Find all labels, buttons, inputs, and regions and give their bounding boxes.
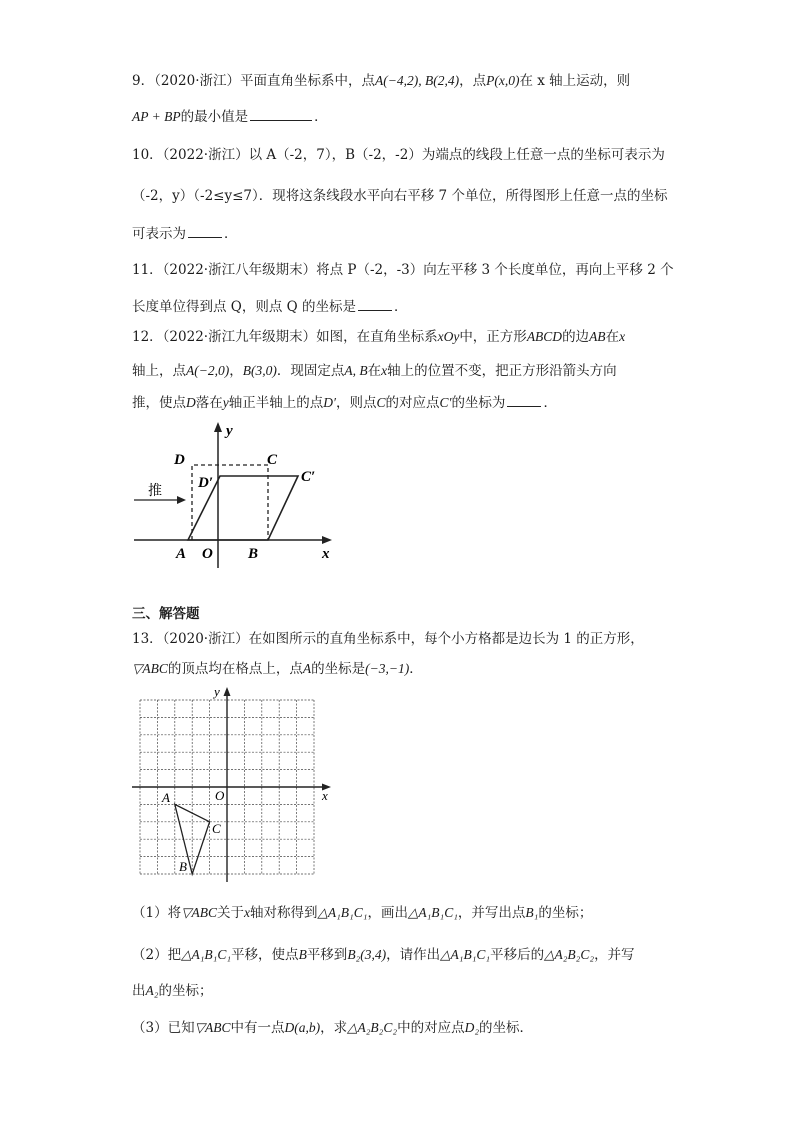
q13-math: ▽ABC <box>181 905 217 920</box>
q12-text: 推，使点 <box>132 395 186 411</box>
q12-math: D <box>186 395 196 410</box>
q9-text: 的最小值是 <box>180 109 249 125</box>
q12-text: 落在 <box>195 395 223 411</box>
q13-text: 中有一点 <box>230 1020 285 1036</box>
q9-points: A(−4,2), B(2,4) <box>375 73 460 88</box>
q10-line2: （-2，y）（-2≤y≤7）．现将这条线段水平向右平移 7 个单位，所得图形上任意一点的坐标 <box>132 188 668 204</box>
q13-math: ▽ABC <box>194 1020 231 1035</box>
q9-text: ． <box>314 109 328 125</box>
q9-answer-blank[interactable] <box>250 106 312 121</box>
q13-label-c: C <box>212 821 221 836</box>
q13-text: 的坐标． <box>479 1020 534 1036</box>
q13-text: 平移到 <box>306 947 348 963</box>
q13-math: B₁ <box>525 905 539 920</box>
q12-text: ，则点 <box>335 395 377 411</box>
q10-answer-blank[interactable] <box>188 223 222 238</box>
q13-text: 的坐标； <box>158 983 213 999</box>
q12-label-c: C <box>267 452 278 468</box>
q12-math: x <box>619 329 626 344</box>
q13-text: （1）将 <box>132 905 182 921</box>
q9-expression: AP + BP <box>132 109 181 124</box>
q13-part3 <box>132 1018 533 1038</box>
q13-math: D(a,b) <box>284 1020 321 1035</box>
q13-label-a: A <box>162 790 170 805</box>
q12-math: AB <box>589 329 606 344</box>
q12-math: C <box>376 395 386 410</box>
q12-label-c-prime: C′ <box>301 469 316 485</box>
q10-text: 可表示为 <box>132 226 186 242</box>
q12-label-d: D <box>174 452 185 468</box>
q13-text: ． <box>409 661 423 677</box>
q13-math: B₂(3,4) <box>347 947 387 962</box>
q12-x-axis-arrow <box>322 536 332 544</box>
q12-math: D′ <box>323 395 336 410</box>
q9-text: 9．（2020·浙江）平面直角坐标系中，点 <box>132 73 375 89</box>
q13-math: △A₂B₂C₂ <box>347 1020 398 1035</box>
q13-math: B <box>298 947 307 962</box>
q13-label-b: B <box>179 859 187 874</box>
q13-text: 平移，使点 <box>231 947 299 963</box>
q12-figure <box>126 418 346 568</box>
q9-line1 <box>132 71 630 91</box>
q11-answer-blank[interactable] <box>358 296 392 311</box>
q12-label-b: B <box>248 546 259 562</box>
q12-text: 轴上，点 <box>132 363 186 379</box>
q13-math: D₂ <box>464 1020 480 1035</box>
q12-text: 的坐标为 <box>451 395 506 411</box>
q12-text: 的边 <box>562 329 590 345</box>
q11-line2 <box>132 296 408 317</box>
q12-push-arrowhead <box>177 496 186 504</box>
q13-math: A₂ <box>145 983 159 998</box>
q13-text: 的顶点均在格点上，点 <box>167 661 303 677</box>
q9-point-p: P(x,0) <box>486 73 520 88</box>
q13-text: ，并写出点 <box>457 905 526 921</box>
q13-math: △A₁B₁C₁ <box>440 947 491 962</box>
q13-text: 中的对应点 <box>397 1020 465 1036</box>
q13-text: 的坐标； <box>538 905 593 921</box>
q12-math: xOy <box>437 329 460 344</box>
q12-label-push: 推 <box>148 483 162 499</box>
q13-math: (−3,−1) <box>365 661 410 676</box>
q13-label-y: y <box>214 684 220 699</box>
q12-text: ． <box>543 395 557 411</box>
q13-text: ，求 <box>320 1020 348 1036</box>
q11-line1: 11．（2022·浙江八年级期末）将点 P（-2，-3）向左平移 3 个长度单位，再向上平移 2 个 <box>132 262 674 278</box>
q12-text: 在 <box>605 329 620 345</box>
q12-math: x <box>381 363 388 378</box>
q12-text: ， <box>229 363 243 379</box>
q12-text: 中，正方形 <box>459 329 527 345</box>
q13-grid-figure <box>126 684 340 884</box>
q12-label-d-prime: D′ <box>198 475 214 491</box>
q13-part1 <box>132 903 592 923</box>
q12-text: 轴正半轴上的点 <box>228 395 324 411</box>
q10-line1: 10．（2022·浙江）以 A（-2，7），B（-2，-2）为端点的线段上任意一点的坐标可表示为 <box>132 147 665 163</box>
q12-y-axis-arrow <box>214 422 222 432</box>
q12-text: 轴上的位置不变，把正方形沿箭头方向 <box>387 363 617 379</box>
q12-line2 <box>132 361 617 381</box>
q13-text: ，画出 <box>367 905 408 921</box>
q13-text: 出 <box>132 983 146 999</box>
q10-line3 <box>132 223 238 244</box>
q13-text: （2）把 <box>132 947 182 963</box>
q13-text: ，请作出 <box>386 947 441 963</box>
q10-text: ． <box>224 226 238 242</box>
q13-part2 <box>132 945 635 965</box>
q12-math: y <box>222 395 229 410</box>
q13-label-x: x <box>322 788 328 803</box>
q9-text: 在 x 轴上运动，则 <box>519 73 631 89</box>
q12-text: ．现固定点 <box>276 363 345 379</box>
q9-text: ，点 <box>459 73 487 89</box>
q12-answer-blank[interactable] <box>507 392 541 407</box>
q13-math: △A₂B₂C₂ <box>544 947 595 962</box>
q12-label-x: x <box>322 546 330 562</box>
q13-math: ▽ABC <box>132 661 168 676</box>
q12-math: A(−2,0) <box>186 363 230 378</box>
q9-line2 <box>132 106 328 127</box>
q12-math: ABCD <box>526 329 563 344</box>
q13-math: △A₁B₁C₁ <box>407 905 458 920</box>
q13-label-o: O <box>215 788 225 803</box>
q12-label-y: y <box>226 423 233 439</box>
q13-math: △A₁B₁C₁ <box>317 905 368 920</box>
q13-text: 关于 <box>216 905 244 921</box>
q13-text: 平移后的 <box>490 947 545 963</box>
q13-text: 轴对称得到 <box>249 905 318 921</box>
q13-math: △A₁B₁C₁ <box>181 947 232 962</box>
q13-part2-line2 <box>132 981 212 1001</box>
q12-math: C′ <box>439 395 452 410</box>
q11-text: 长度单位得到点 Q，则点 Q 的坐标是 <box>132 299 357 315</box>
q12-label-o: O <box>202 546 213 562</box>
q12-text: 12．（2022·浙江九年级期末）如图，在直角坐标系 <box>132 329 438 345</box>
q12-label-a: A <box>176 546 187 562</box>
q12-math: A, B <box>344 363 368 378</box>
q12-text: 在 <box>367 363 382 379</box>
q13-text: 的坐标是 <box>311 661 366 677</box>
q13-text: ，并写 <box>594 947 635 963</box>
q12-line1 <box>132 327 625 347</box>
q13-math: x <box>243 905 250 920</box>
q12-line3 <box>132 392 557 413</box>
q12-math: B(3,0) <box>242 363 277 378</box>
q13-text: （3）已知 <box>132 1020 195 1036</box>
q13-line2 <box>132 659 423 679</box>
q13-math: A <box>302 661 312 676</box>
section-title: 三、解答题 <box>132 606 200 622</box>
q13-y-axis-arrow <box>224 687 231 696</box>
q13-line1: 13．（2020·浙江）在如图所示的直角坐标系中，每个小方格都是边长为 1 的正方形， <box>132 631 644 647</box>
q11-text: ． <box>394 299 408 315</box>
q12-text: 的对应点 <box>385 395 440 411</box>
